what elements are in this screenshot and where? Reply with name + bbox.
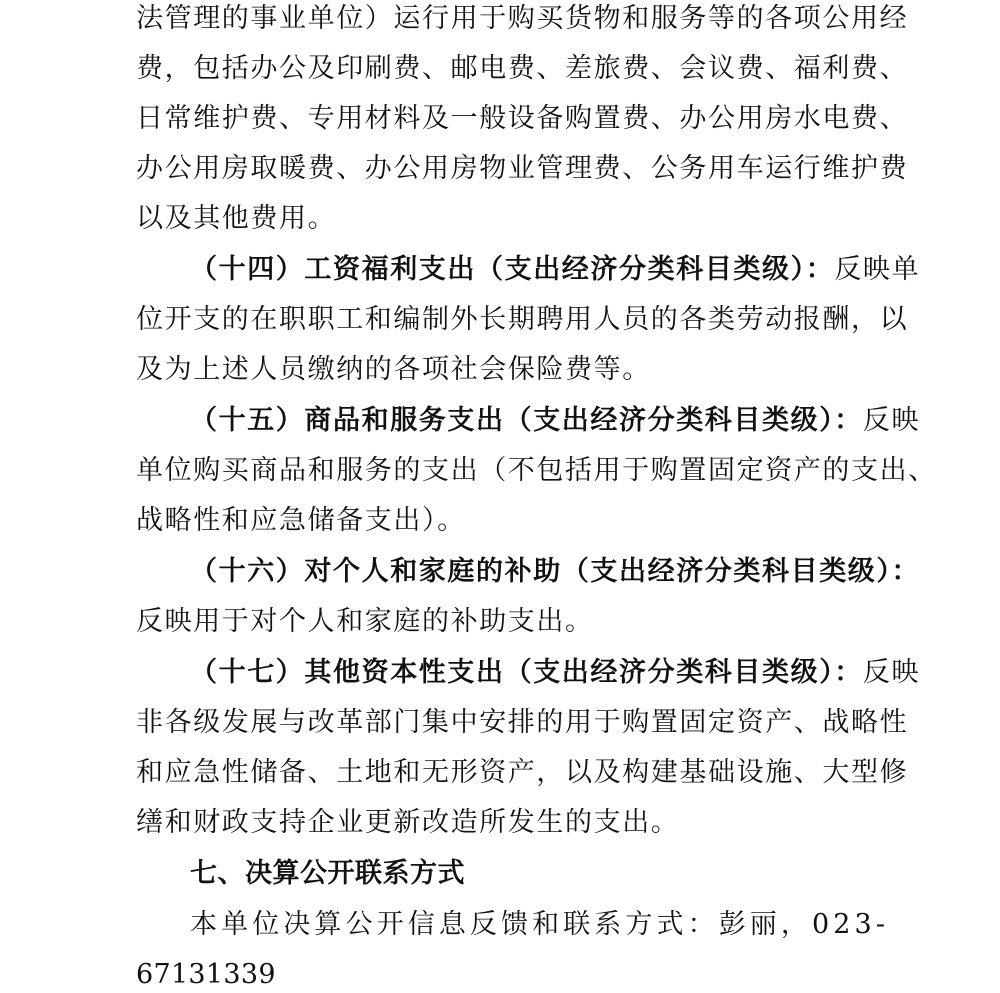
paragraph-line: 日常维护费、专用材料及一般设备购置费、办公用房水电费、 (136, 103, 909, 134)
item-seventeen-text: 反映 (862, 657, 921, 688)
item-fifteen (190, 403, 920, 439)
item-fifteen-text: 反映 (862, 405, 921, 436)
contact-phone: 67131339 (136, 959, 276, 990)
item-sixteen (190, 554, 920, 590)
paragraph-line: 和应急性储备、土地和无形资产，以及构建基础设施、大型修 (136, 757, 909, 788)
paragraph-line: 办公用房取暖费、办公用房物业管理费、公务用车运行维护费 (136, 153, 909, 184)
paragraph-line: 费，包括办公及印刷费、邮电费、差旅费、会议费、福利费、 (136, 53, 909, 84)
paragraph-line: 以及其他费用。 (136, 203, 337, 234)
paragraph-line: 法管理的事业单位）运行用于购买货物和服务等的各项公用经 (136, 3, 909, 34)
item-fifteen-label: （十五）商品和服务支出（支出经济分类科目类级）： (190, 405, 863, 436)
item-seventeen-label: （十七）其他资本性支出（支出经济分类科目类级）： (190, 657, 863, 688)
contact-line: 本单位决算公开信息反馈和联系方式：彭丽，023- (190, 909, 890, 940)
item-fourteen-label: （十四）工资福利支出（支出经济分类科目类级）： (190, 254, 835, 285)
section-heading: 七、决算公开联系方式 (190, 858, 465, 889)
item-fourteen-text: 反映单 (834, 254, 921, 285)
paragraph-line: 非各级发展与改革部门集中安排的用于购置固定资产、战略性 (136, 707, 909, 738)
item-sixteen-label: （十六）对个人和家庭的补助（支出经济分类科目类级）： (190, 556, 921, 587)
paragraph-line: 及为上述人员缴纳的各项社会保险费等。 (136, 354, 651, 385)
item-seventeen (190, 655, 920, 691)
paragraph-line: 缮和财政支持企业更新改造所发生的支出。 (136, 807, 680, 838)
item-fourteen (190, 252, 920, 288)
paragraph-line: 反映用于对个人和家庭的补助支出。 (136, 606, 594, 637)
paragraph-line: 单位购买商品和服务的支出（不包括用于购置固定资产的支出、 (136, 455, 937, 486)
paragraph-line: 战略性和应急储备支出）。 (136, 505, 466, 536)
paragraph-line: 位开支的在职职工和编制外长期聘用人员的各类劳动报酬，以 (136, 304, 909, 335)
